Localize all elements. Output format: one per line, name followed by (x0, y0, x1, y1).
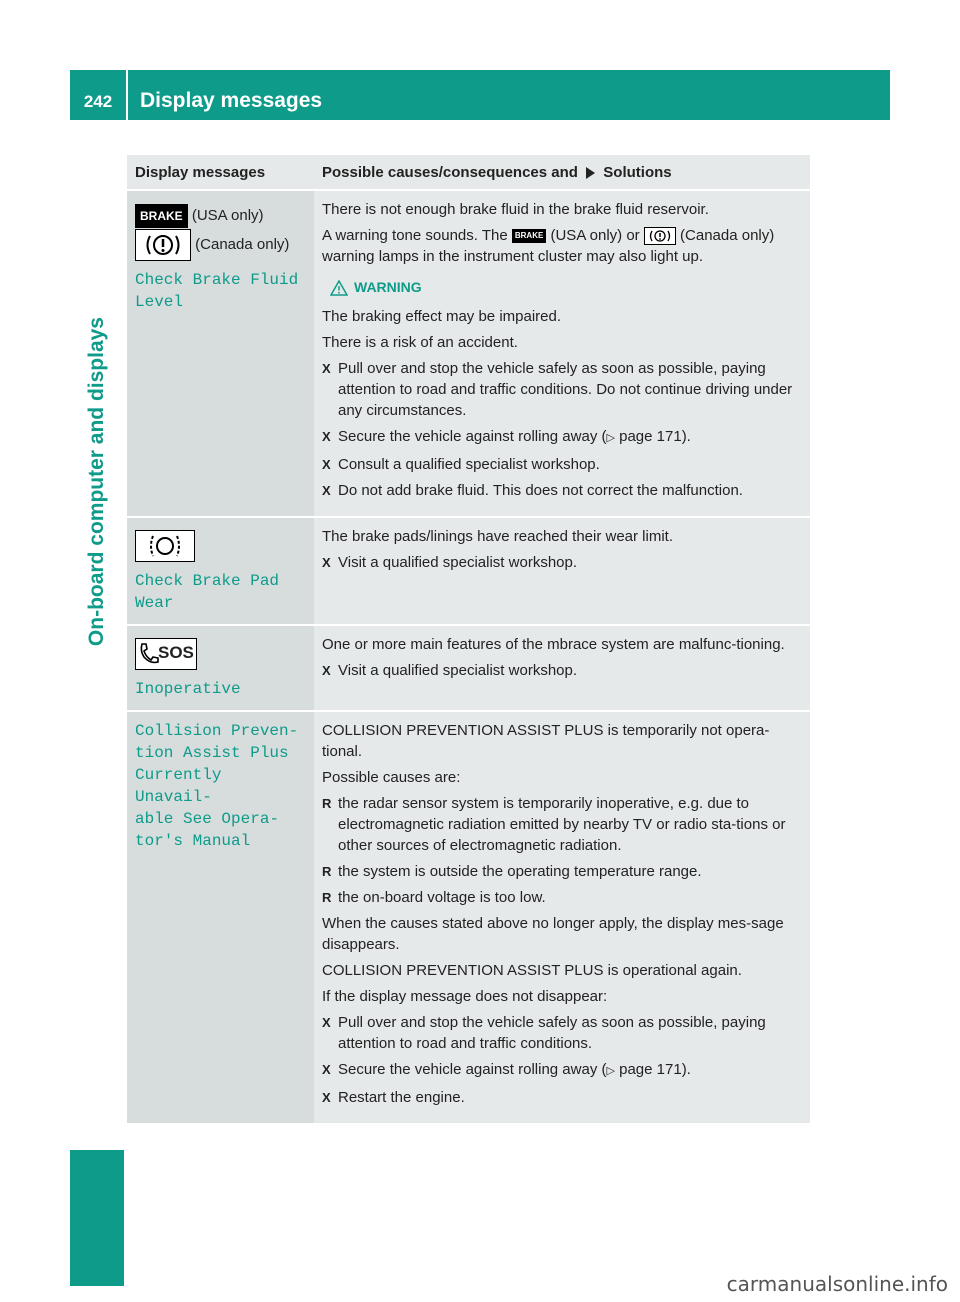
tone-text-a: A warning tone sounds. The (322, 227, 508, 244)
bullet-text: the on-board voltage is too low. (338, 889, 546, 906)
cause-text: One or more main features of the mbrace system are malfunc-tioning. (322, 636, 785, 653)
step-text: Do not add brake fluid. This does not correct the malfunction. (338, 482, 743, 499)
bullet-marker: R (322, 864, 332, 879)
cause-text: There is not enough brake fluid in the brake fluid reservoir. (322, 201, 709, 218)
tone-text-c: (Canada only) warning lamps in the instrument cluster may also light up. (322, 227, 775, 265)
bullet-marker: R (322, 890, 332, 905)
page-ref-text: page 171). (619, 1061, 691, 1078)
message-cell (127, 517, 314, 625)
brake-circle-warning-icon (135, 229, 191, 261)
page-ref-link[interactable] (606, 428, 690, 445)
warning-heading (330, 277, 802, 298)
side-section-label (72, 317, 122, 647)
tone-text-b: (USA only) or (550, 227, 640, 244)
message-cell (127, 625, 314, 711)
warning-triangle-icon (330, 280, 348, 296)
sos-label: SOS (158, 643, 194, 662)
table-row (127, 517, 810, 625)
step-item (322, 358, 802, 421)
side-tab-block (70, 1150, 124, 1286)
display-message-text: Collision Preven‐ tion Assist Plus Currently Unavail‐ able See Opera‐ tor's Manual (135, 722, 299, 850)
table-row (127, 625, 810, 711)
page-number: 242 (83, 92, 113, 111)
header-divider (126, 70, 128, 120)
sos-phone-icon (135, 638, 197, 670)
step-marker: X (322, 429, 331, 444)
step-item (322, 1087, 802, 1108)
step-text: Visit a qualified specialist workshop. (338, 554, 578, 571)
col-header-messages: Display messages (127, 155, 314, 190)
display-message-text: Check Brake Pad Wear (135, 572, 280, 612)
cause-text: Possible causes are: (322, 769, 461, 786)
page-title: Display messages (140, 89, 323, 112)
brake-circle-warning-icon (644, 227, 676, 245)
cause-text: COLLISION PREVENTION ASSIST PLUS is temporarily not opera-tional. (322, 722, 770, 760)
step-item (322, 426, 802, 449)
cause-text: COLLISION PREVENTION ASSIST PLUS is operational again. (322, 962, 742, 979)
step-item (322, 1012, 802, 1054)
side-section-text: On-board computer and displays (85, 317, 108, 647)
step-marker: X (322, 1015, 331, 1030)
page-ref-arrow-icon: ▷ (606, 432, 615, 444)
table-row (127, 190, 810, 517)
bullet-text: the system is outside the operating temperature range. (338, 863, 702, 880)
bullet-item (322, 861, 802, 882)
display-messages-table (127, 155, 810, 1125)
step-item (322, 660, 802, 681)
col-header-solutions-pre: Possible causes/consequences and (322, 163, 578, 181)
step-text: Pull over and stop the vehicle safely as soon as possible, paying attention to road and traffic conditions. Do not continue driving under any circumstances. (338, 360, 793, 419)
step-marker: X (322, 1062, 331, 1077)
page-ref-text: page 171). (619, 428, 691, 445)
bullet-marker: R (322, 796, 332, 811)
col-header-solutions (314, 155, 810, 190)
brake-warning-icon: BRAKE (512, 229, 546, 243)
solution-cell (314, 711, 810, 1124)
step-marker: X (322, 361, 331, 376)
display-message-text: Check Brake Fluid Level (135, 271, 299, 311)
step-marker: X (322, 483, 331, 498)
step-text: Pull over and stop the vehicle safely as soon as possible, paying attention to road and traffic conditions. (338, 1014, 766, 1052)
canada-only-label: (Canada only) (195, 235, 290, 253)
solution-cell (314, 517, 810, 625)
brake-pad-wear-icon (135, 530, 195, 562)
step-marker: X (322, 457, 331, 472)
display-message-text: Inoperative (135, 680, 241, 698)
brake-warning-icon: BRAKE (135, 204, 188, 228)
step-text: Restart the engine. (338, 1089, 465, 1106)
page-ref-arrow-icon: ▷ (606, 1065, 615, 1077)
step-text: Secure the vehicle against rolling away ( (338, 1061, 607, 1078)
solution-cell (314, 625, 810, 711)
solution-cell (314, 190, 810, 517)
step-marker: X (322, 555, 331, 570)
message-cell (127, 190, 314, 517)
cause-text: The brake pads/linings have reached their wear limit. (322, 528, 674, 545)
cause-text-tone (322, 225, 802, 267)
step-text: Consult a qualified specialist workshop. (338, 456, 600, 473)
bullet-item (322, 793, 802, 856)
step-text: Secure the vehicle against rolling away ( (338, 428, 607, 445)
step-item (322, 1059, 802, 1082)
step-item (322, 454, 802, 475)
message-cell (127, 711, 314, 1124)
page-ref-link[interactable] (606, 1061, 690, 1078)
step-text: Visit a qualified specialist workshop. (338, 662, 578, 679)
warning-label: WARNING (354, 279, 422, 295)
step-marker: X (322, 663, 331, 678)
bullet-item (322, 887, 802, 908)
warning-text: The braking effect may be impaired. (322, 308, 562, 325)
step-marker: X (322, 1090, 331, 1105)
step-item (322, 480, 802, 501)
table-row (127, 711, 810, 1124)
step-item (322, 552, 802, 573)
table-header-row (127, 155, 810, 190)
bullet-text: the radar sensor system is temporarily inoperative, e.g. due to electromagnetic radiation emitted by nearby TV or radio sta-tions or other sources of electromagnetic radiation. (338, 795, 786, 854)
col-header-solutions-post: Solutions (603, 163, 672, 181)
cause-text: If the display message does not disappear: (322, 988, 608, 1005)
usa-only-label: (USA only) (191, 207, 264, 224)
warning-text: There is a risk of an accident. (322, 334, 518, 351)
arrow-right-icon (586, 167, 595, 179)
watermark: carmanualsonline.info (726, 1272, 948, 1296)
cause-text: When the causes stated above no longer apply, the display mes-sage disappears. (322, 915, 784, 953)
